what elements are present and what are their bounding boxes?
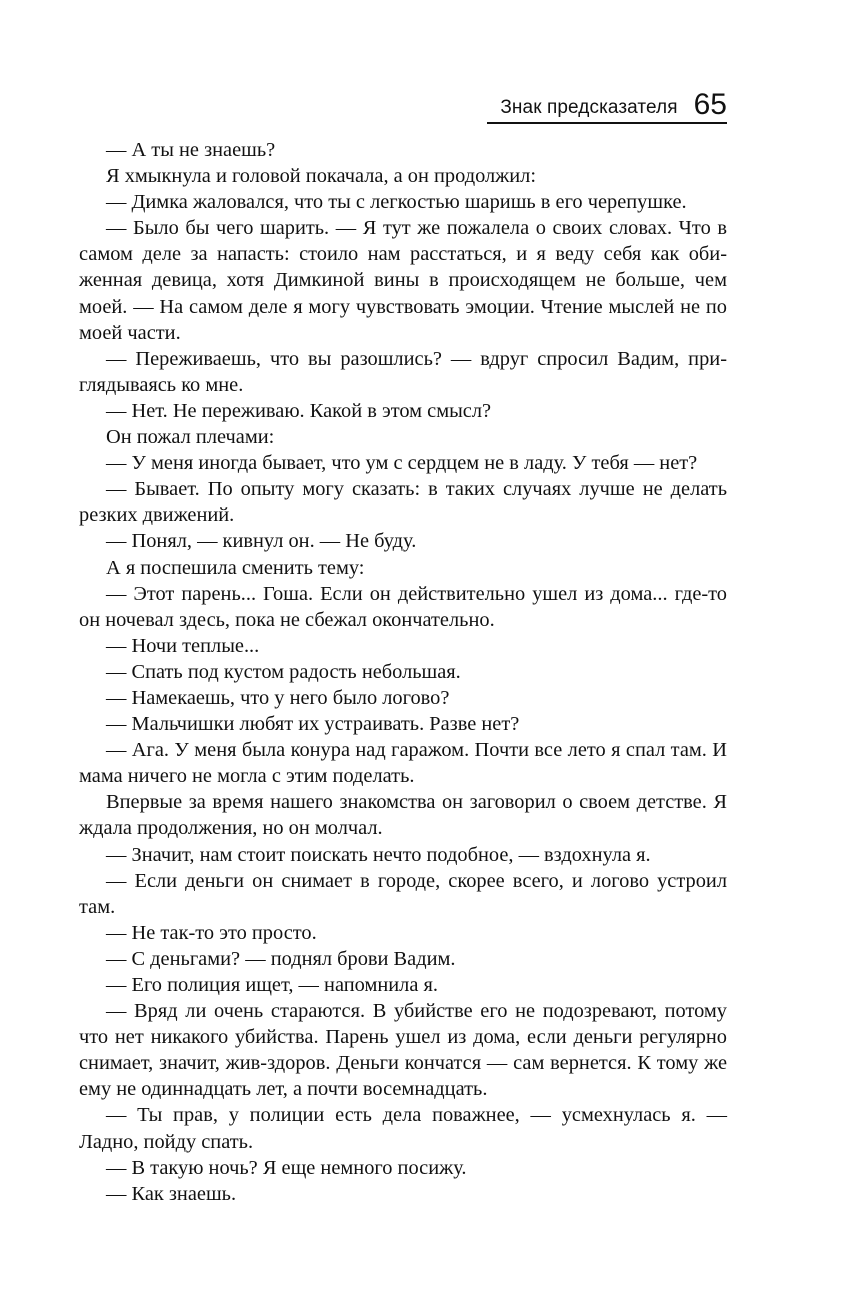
- paragraph: — Намекаешь, что у него было логово?: [106, 686, 450, 709]
- paragraph: — Переживаешь, что вы разошлись? — вдруг спросил Вадим, приглядываясь ко мне.: [79, 347, 727, 396]
- paragraph: — Нет. Не переживаю. Какой в этом смысл?: [106, 399, 492, 422]
- paragraph: — Бывает. По опыту могу сказать: в таких случаях лучше не делать резких движений.: [79, 478, 727, 527]
- paragraph: Впервые за время нашего знакомства он заговорил о своем детстве. Я ждала продолжения, но он молчал.: [79, 791, 727, 840]
- paragraph: — С деньгами? — поднял брови Вадим.: [106, 947, 456, 970]
- book-title: Знак предсказателя: [500, 97, 678, 118]
- paragraph: — Спать под кустом радость небольшая.: [106, 660, 461, 683]
- paragraph: — Если деньги он снимает в городе, скорее всего, и логово устроил там.: [79, 869, 727, 918]
- paragraph: — Понял, — кивнул он. — Не буду.: [106, 530, 417, 553]
- paragraph: — Димка жаловался, что ты с легкостью шаришь в его черепушке.: [106, 191, 687, 214]
- running-header: [487, 86, 727, 124]
- body-text: [79, 137, 727, 1207]
- paragraph: — Не так-то это просто.: [106, 921, 317, 944]
- paragraph: — Его полиция ищет, — напомнила я.: [106, 974, 438, 996]
- paragraph: — Было бы чего шарить. — Я тут же пожалела о своих словах. Что в самом деле за напасть: стоило нам расстаться, и я веду себя как обиженная девица, хотя Димкиной вины в происходящем не больше, чем моей. — На самом деле я могу чувствовать эмоции. Чтение мыслей не по моей части.: [79, 217, 727, 344]
- paragraph: — Ты прав, у полиции есть дела поважнее, — усмехнулась я. — Ладно, пойду спать.: [79, 1104, 727, 1153]
- paragraph: — Ночи теплые...: [106, 634, 260, 657]
- paragraph: Он пожал плечами:: [106, 426, 275, 449]
- paragraph: — Мальчишки любят их устраивать. Разве нет?: [106, 713, 520, 736]
- paragraph: — Значит, нам стоит поискать нечто подобное, — вздохнула я.: [106, 843, 651, 866]
- paragraph: — Вряд ли очень стараются. В убийстве его не подозревают, потому что нет никакого убийства. Парень ушел из дома, если деньги регулярно снимает, значит, жив-здоров. Деньги кончатся — сам вернется. К тому же ему не одиннадцать лет, а почти восемнадцать.: [79, 1000, 727, 1101]
- paragraph: — Ага. У меня была конура над гаражом. Почти все лето я спал там. И мама ничего не могла с этим поделать.: [79, 739, 727, 788]
- paragraph: — В такую ночь? Я еще немного посижу.: [106, 1156, 467, 1179]
- paragraph: Я хмыкнула и головой покачала, а он продолжил:: [106, 165, 537, 188]
- page-number: 65: [693, 88, 727, 121]
- paragraph: А я поспешила сменить тему:: [106, 556, 365, 579]
- paragraph: — У меня иногда бывает, что ум с сердцем не в ладу. У тебя — нет?: [106, 452, 698, 475]
- paragraph: — Этот парень... Гоша. Если он действительно ушел из дома... где-то он ночевал здесь, пока не сбежал окончательно.: [79, 582, 727, 631]
- paragraph: — Как знаешь.: [106, 1182, 237, 1205]
- paragraph: — А ты не знаешь?: [106, 139, 276, 161]
